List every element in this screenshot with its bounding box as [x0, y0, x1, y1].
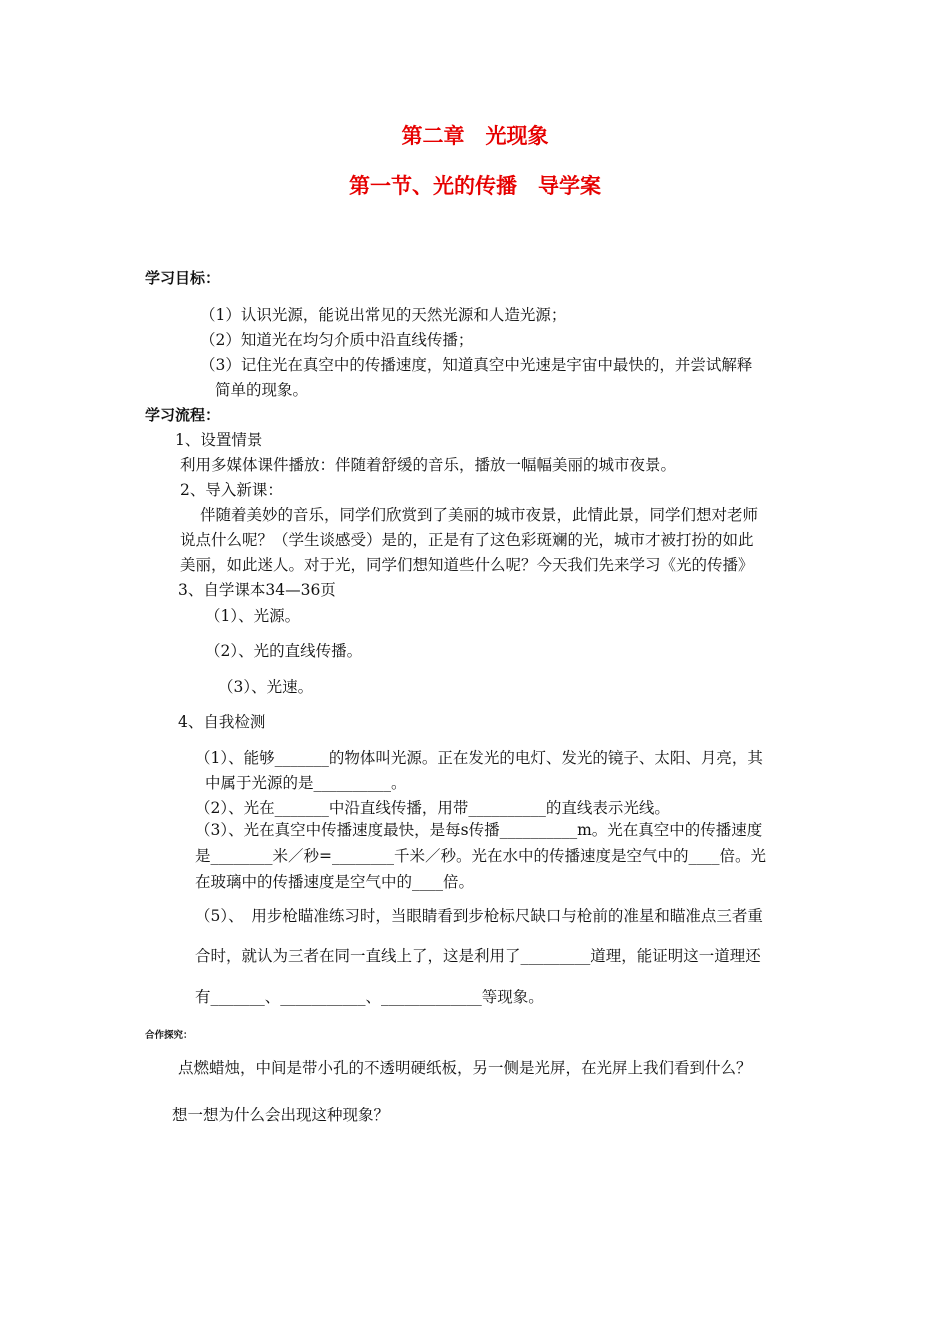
section-title: 第一节、光的传播 导学案 [349, 174, 601, 198]
step2-line-1: 伴随着美妙的音乐，同学们欣赏到了美丽的城市夜景，此情此景，同学们想对老师 [200, 506, 759, 524]
chapter-title: 第二章 光现象 [401, 124, 549, 148]
step3-item-3: （3）、光速。 [218, 678, 314, 696]
step3-title: 3、自学课本34—36页 [178, 581, 336, 599]
cooperation-line-2: 想一想为什么会出现这种现象？ [172, 1106, 390, 1124]
cooperation-heading: 合作探究： [145, 1030, 193, 1041]
check-line-4: （3）、光在真空中传播速度最快，是每s传播__________m。光在真空中的传播速度 [195, 821, 763, 839]
check-line-1: （1）、能够_______的物体叫光源。正在发光的电灯、发光的镜子、太阳、月亮，其 [195, 749, 763, 767]
step3-item-2: （2）、光的直线传播。 [205, 642, 363, 660]
step4-title: 4、自我检测 [178, 713, 266, 731]
objective-item-3: （3）记住光在真空中的传播速度，知道真空中光速是宇宙中最快的，并尝试解释 [200, 356, 753, 374]
check-line-5: 是________米／秒=________千米／秒。光在水中的传播速度是空气中的____倍。光 [195, 847, 766, 865]
step1-title: 1、设置情景 [175, 431, 263, 449]
objective-item-3-cont: 简单的现象。 [215, 381, 309, 399]
check-line-3: （2）、光在_______中沿直线传播，用带__________的直线表示光线。 [195, 799, 670, 817]
step2-title: 2、导入新课： [180, 481, 283, 499]
step1-text: 利用多媒体课件播放：伴随着舒缓的音乐，播放一幅幅美丽的城市夜景。 [180, 456, 677, 474]
check-line-7: （5）、 用步枪瞄准练习时，当眼睛看到步枪标尺缺口与枪前的准星和瞄准点三者重 [195, 907, 763, 925]
cooperation-line-1: 点燃蜡烛，中间是带小孔的不透明硬纸板，另一侧是光屏，在光屏上我们看到什么？ [178, 1059, 752, 1077]
step3-item-1: （1）、光源。 [205, 607, 301, 625]
check-line-9: 有_______、___________、_____________等现象。 [195, 988, 544, 1006]
step2-line-2: 说点什么呢？（学生谈感受）是的，正是有了这色彩斑斓的光，城市才被打扮的如此 [180, 531, 754, 549]
step2-line-3: 美丽，如此迷人。对于光，同学们想知道些什么呢？今天我们先来学习《光的传播》 [180, 556, 754, 574]
process-heading: 学习流程： [145, 406, 221, 424]
check-line-2: 中属于光源的是__________。 [205, 774, 407, 792]
check-line-8: 合时，就认为三者在同一直线上了，这是利用了_________道理，能证明这一道理还 [195, 947, 761, 965]
objective-item-1: （1）认识光源，能说出常见的天然光源和人造光源； [200, 306, 567, 324]
check-line-6: 在玻璃中的传播速度是空气中的____倍。 [195, 873, 475, 891]
objective-item-2: （2）知道光在均匀介质中沿直线传播； [200, 331, 474, 349]
objectives-heading: 学习目标： [145, 269, 221, 287]
